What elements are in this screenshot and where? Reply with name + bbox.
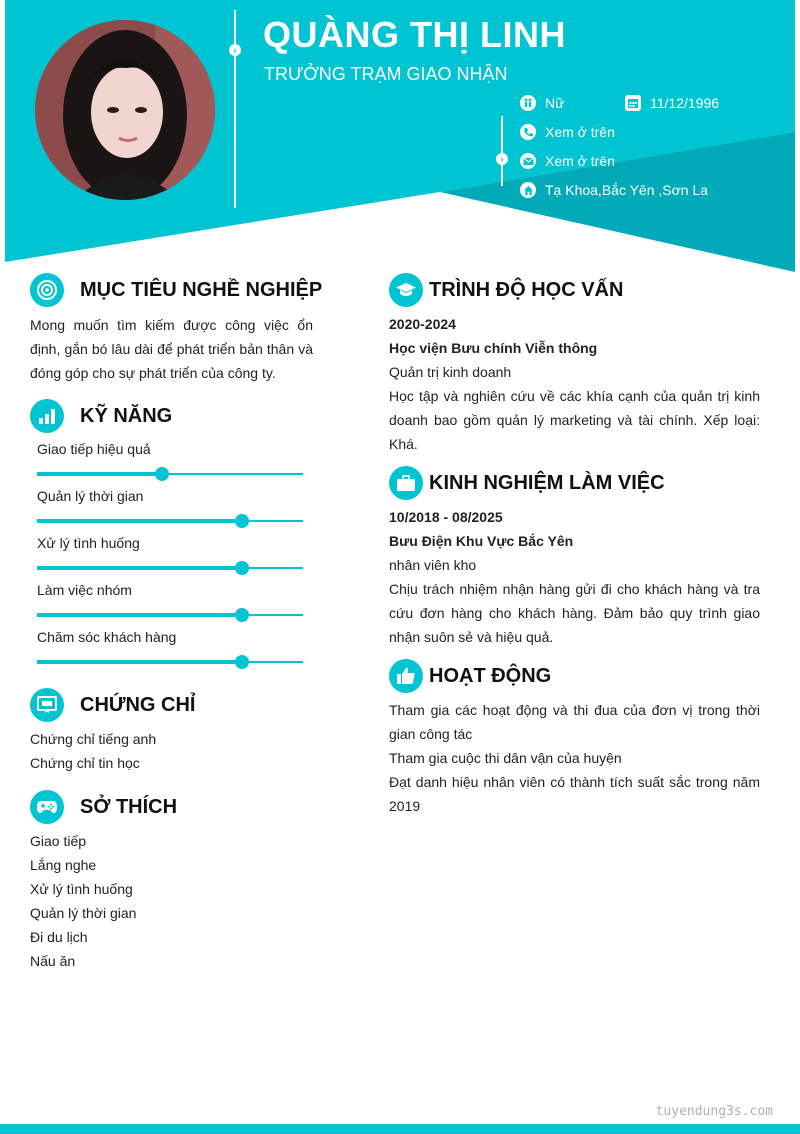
education-period: 2020-2024 xyxy=(389,316,456,332)
skill-fill xyxy=(37,472,162,476)
email-text: Xem ở trên xyxy=(545,153,615,169)
objective-text: Mong muốn tìm kiếm được công việc ổn định, gắn bó lâu dài để phát triển bản thân và đóng góp cho sự phát triển của công ty. xyxy=(30,317,313,381)
skills-title: KỸ NĂNG xyxy=(80,404,173,427)
phone-info xyxy=(520,124,615,140)
email-icon xyxy=(520,153,536,169)
education-description: Học tập và nghiên cứu về các khía cạnh của quản trị kinh doanh bao gồm quản lý marketing và tài chính. Xếp loại: Khá. xyxy=(389,388,760,452)
skill-level-bar xyxy=(37,514,303,528)
skill-item xyxy=(37,629,303,669)
address-text: Tạ Khoa,Bắc Yên ,Sơn La xyxy=(545,182,709,198)
skill-fill xyxy=(37,613,242,617)
address-info xyxy=(520,182,708,198)
graduation-cap-icon xyxy=(389,273,423,307)
gender-icon xyxy=(520,95,536,111)
list-item: Chứng chỉ tin học xyxy=(30,755,140,771)
objective-title: MỤC TIÊU NGHỀ NGHIỆP xyxy=(80,278,323,301)
list-item: Quản lý thời gian xyxy=(30,905,137,921)
job-title: TRƯỞNG TRẠM GIAO NHẬN xyxy=(264,64,508,84)
gamepad-icon xyxy=(30,790,64,824)
education-heading xyxy=(389,273,623,307)
skill-name: Xử lý tình huống xyxy=(37,535,140,551)
header-divider-line xyxy=(234,10,236,208)
phone-icon xyxy=(520,124,536,140)
skill-name: Quản lý thời gian xyxy=(37,488,144,504)
skill-level-bar xyxy=(37,561,303,575)
list-item: Tham gia cuộc thi dân vận của huyện xyxy=(389,750,622,766)
experience-company: Bưu Điện Khu Vực Bắc Yên xyxy=(389,533,574,549)
objective-heading xyxy=(30,273,322,307)
certificate-icon xyxy=(30,688,64,722)
skill-fill xyxy=(37,566,242,570)
profile-photo xyxy=(35,20,215,200)
skill-knob xyxy=(235,561,249,575)
candidate-name: QUÀNG THỊ LINH xyxy=(263,14,566,55)
list-item: Lắng nghe xyxy=(30,857,97,873)
hobbies-heading xyxy=(30,790,177,824)
skill-item xyxy=(37,582,303,622)
education-major: Quản trị kinh doanh xyxy=(389,364,512,380)
list-item: Xử lý tình huống xyxy=(30,881,133,897)
experience-period: 10/2018 - 08/2025 xyxy=(389,509,503,525)
education-block xyxy=(389,312,760,456)
birthdate-text: 11/12/1996 xyxy=(650,95,720,111)
skill-name: Giao tiếp hiệu quả xyxy=(37,441,151,457)
experience-description: Chịu trách nhiệm nhận hàng gửi đi cho khách hàng và tra cứu đơn hàng cho khách hàng. Đảm bảo quy trình giao nhận suôn sẻ và hiệu quả. xyxy=(389,581,760,645)
hobbies-title: SỞ THÍCH xyxy=(80,795,178,818)
footer-bar xyxy=(0,1124,800,1134)
list-item: Đi du lịch xyxy=(30,929,88,945)
briefcase-icon xyxy=(389,466,423,500)
skill-item xyxy=(37,441,303,481)
experience-block xyxy=(389,505,760,649)
list-item: Nấu ăn xyxy=(30,953,76,969)
gender-info xyxy=(520,95,564,111)
bar-chart-icon xyxy=(30,399,64,433)
skills-heading xyxy=(30,399,172,433)
thumbs-up-icon xyxy=(389,659,423,693)
chevron-right-icon: › xyxy=(229,44,241,56)
email-info xyxy=(520,153,615,169)
list-item: Chứng chỉ tiếng anh xyxy=(30,731,157,747)
gender-text: Nữ xyxy=(545,95,565,111)
skill-level-bar xyxy=(37,467,303,481)
list-item: Tham gia các hoạt động và thi đua của đơn vị trong thời gian công tác xyxy=(389,702,760,742)
skill-level-bar xyxy=(37,608,303,622)
skill-name: Chăm sóc khách hàng xyxy=(37,629,177,645)
chevron-right-icon: › xyxy=(496,153,508,165)
skill-fill xyxy=(37,660,242,664)
certificates-title: CHỨNG CHỈ xyxy=(80,693,196,716)
skill-item xyxy=(37,535,303,575)
skill-knob xyxy=(155,467,169,481)
experience-position: nhân viên kho xyxy=(389,557,477,573)
skill-item xyxy=(37,488,303,528)
skill-knob xyxy=(235,608,249,622)
skill-level-bar xyxy=(37,655,303,669)
list-item: Đạt danh hiệu nhân viên có thành tích suất sắc trong năm 2019 xyxy=(389,774,760,814)
phone-text: Xem ở trên xyxy=(545,124,615,140)
home-icon xyxy=(520,182,536,198)
education-title: TRÌNH ĐỘ HỌC VẤN xyxy=(429,278,624,301)
activities-block xyxy=(389,698,760,818)
activities-title: HOẠT ĐỘNG xyxy=(429,664,552,687)
calendar-icon xyxy=(625,95,641,111)
skill-name: Làm việc nhóm xyxy=(37,582,132,598)
activities-heading xyxy=(389,659,551,693)
education-school: Học viện Bưu chính Viễn thông xyxy=(389,340,598,356)
list-item: Giao tiếp xyxy=(30,833,87,849)
contact-divider-line xyxy=(501,116,503,186)
target-icon xyxy=(30,273,64,307)
experience-title: KINH NGHIỆM LÀM VIỆC xyxy=(429,471,665,494)
experience-heading xyxy=(389,466,665,500)
watermark: tuyendung3s.com xyxy=(655,1104,773,1119)
certificates-list xyxy=(30,727,156,775)
hobbies-list xyxy=(30,829,136,973)
skill-knob xyxy=(235,655,249,669)
skill-knob xyxy=(235,514,249,528)
skill-fill xyxy=(37,519,242,523)
certificates-heading xyxy=(30,688,195,722)
birthdate-info xyxy=(625,95,719,111)
